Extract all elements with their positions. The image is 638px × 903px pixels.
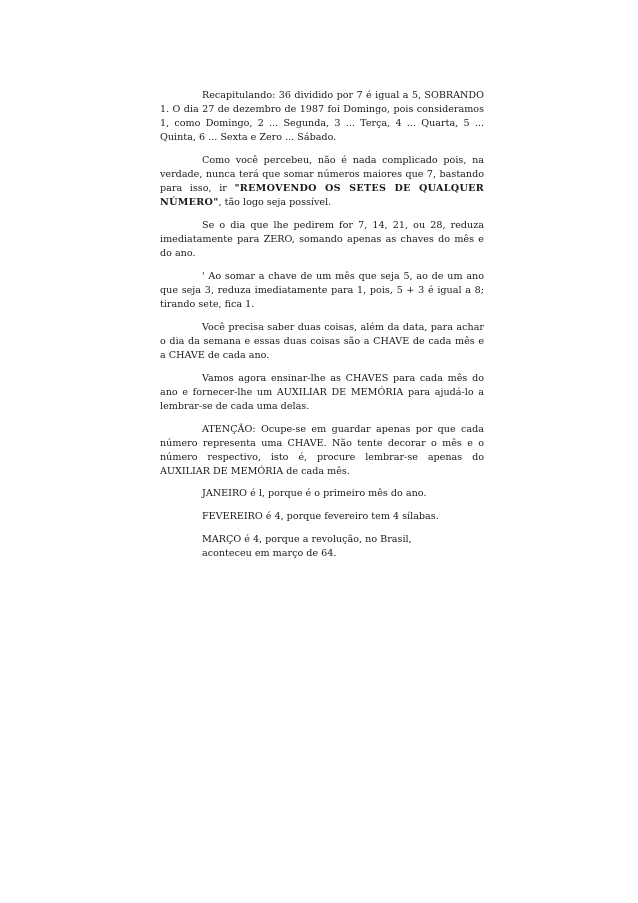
paragraph-two-things: Você precisa saber duas coisas, além da data, para achar o dia da semana e essas duas coisas são a CHAVE de cada mês e a CHAVE de cada ano.: [160, 322, 484, 361]
paragraph-removing-sevens: [160, 154, 484, 210]
paragraph-zero-rule: Se o dia que lhe pedirem for 7, 14, 21, ou 28, reduza imediatamente para ZERO, somando apenas as chaves do mês e do ano.: [160, 220, 484, 259]
paragraph-attention: ATENÇÃO: Ocupe-se em guardar apenas por que cada número representa uma CHAVE. Não tente decorar o mês e o número respectivo, isto é, procure lembrar-se apenas do AUXILIAR DE MEMÓRIA de cada mês.: [160, 424, 484, 477]
month-key-march: MARÇO é 4, porque a revolução, no Brasil, aconteceu em março de 64.: [202, 534, 412, 559]
paragraph-removing-sevens-end: , tão logo seja possível.: [218, 197, 332, 208]
paragraph-keys-intro: Vamos agora ensinar-lhe as CHAVES para cada mês do ano e fornecer-lhe um AUXILIAR DE MEMÓRIA para ajudá-lo a lembrar-se de cada uma delas.: [160, 373, 484, 412]
paragraph-removing-sevens-start: Como você percebeu, não é nada complicado pois, na verdade, nunca terá que somar números maiores que 7, bastando para isso, ir: [160, 155, 484, 194]
month-key-february: FEVEREIRO é 4, porque fevereiro tem 4 sílabas.: [202, 511, 439, 522]
paragraph-sum-example: ' Ao somar a chave de um mês que seja 5, ao de um ano que seja 3, reduza imediatamente para 1, pois, 5 + 3 é igual a 8; tirando sete, fica 1.: [160, 271, 484, 310]
document-page: [160, 89, 484, 570]
month-key-january: JANEIRO é l, porque é o primeiro mês do ano.: [202, 488, 427, 499]
paragraph-recapitulation: Recapitulando: 36 dividido por 7 é igual a 5, SOBRANDO 1. O dia 27 de dezembro de 1987 foi Domingo, pois consideramos 1, como Domingo, 2 ... Segunda, 3 ... Terça, 4 ... Quarta, 5 ... Quinta, 6 ... Sexta e Zero ... Sábado.: [160, 90, 484, 143]
removing-sevens-emphasis: "REMOVENDO OS SETES DE QUALQUER NÚMERO": [160, 183, 484, 208]
